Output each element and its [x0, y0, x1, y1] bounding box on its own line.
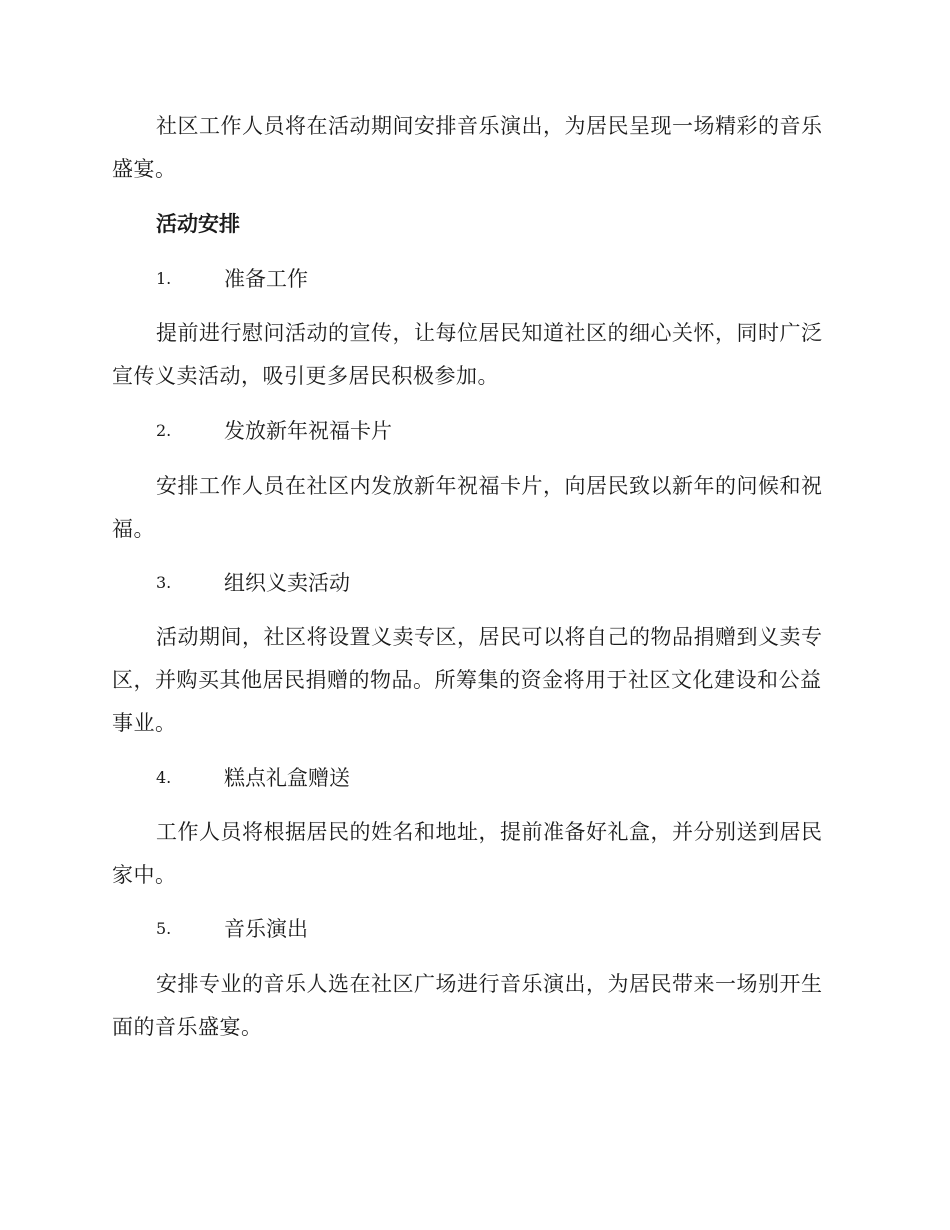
list-item-number: 5. [156, 919, 172, 938]
list-item-body-5: 安排专业的音乐人选在社区广场进行音乐演出，为居民带来一场别开生面的音乐盛宴。 [112, 972, 823, 1039]
list-item-title: 糕点礼盒赠送 [224, 766, 350, 790]
list-item-body-4: 工作人员将根据居民的姓名和地址，提前准备好礼盒，并分别送到居民家中。 [112, 820, 823, 887]
list-item-body-3: 活动期间，社区将设置义卖专区，居民可以将自己的物品捐赠到义卖专区，并购买其他居民捐赠的物品。所筹集的资金将用于社区文化建设和公益事业。 [112, 625, 823, 735]
list-item-number: 4. [156, 768, 172, 787]
list-item-title: 发放新年祝福卡片 [224, 419, 392, 443]
list-item-number: 3. [156, 573, 172, 592]
list-item-number: 1. [156, 269, 172, 288]
intro-paragraph: 社区工作人员将在活动期间安排音乐演出，为居民呈现一场精彩的音乐盛宴。 [112, 114, 823, 181]
section-heading: 活动安排 [156, 211, 240, 236]
list-item-title: 准备工作 [224, 267, 308, 291]
list-item-number: 2. [156, 421, 172, 440]
list-item-title: 组织义卖活动 [224, 571, 350, 595]
list-item-title: 音乐演出 [224, 917, 308, 941]
list-item-body-1: 提前进行慰问活动的宣传，让每位居民知道社区的细心关怀，同时广泛宣传义卖活动，吸引更多居民积极参加。 [112, 321, 823, 388]
list-item-body-2: 安排工作人员在社区内发放新年祝福卡片，向居民致以新年的问候和祝福。 [112, 474, 823, 541]
